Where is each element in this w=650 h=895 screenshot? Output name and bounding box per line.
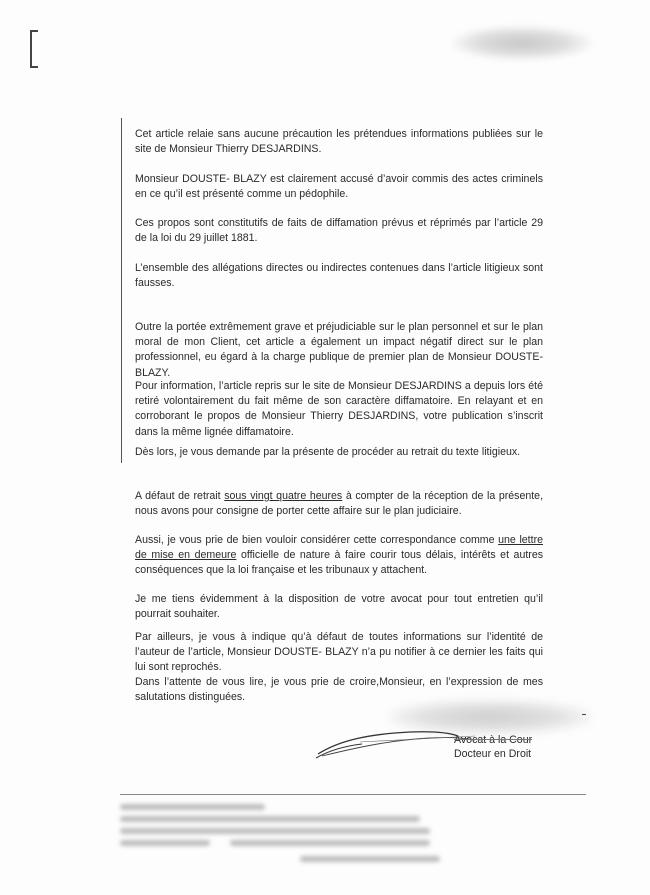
retrait-deadline-underlined: sous vingt quatre heures [224, 490, 343, 502]
blurred-footer-line [120, 840, 210, 846]
demeure-text-after: officielle de nature à faire courir tous délais, intérêts et autres conséquences que la loi française et les tribunaux y attachent. [135, 549, 544, 577]
paragraph-allegations: L’ensemble des allégations directes ou indirectes contenues dans l’article litigieux sont fausses. [135, 262, 543, 290]
paragraph-mise-en-demeure [135, 533, 543, 579]
blurred-footer-line [120, 804, 265, 810]
paragraph-diffamation: Ces propos sont constitutifs de faits de diffamation prévus et réprimés par l’article 29 de la loi du 29 juillet 1881. [135, 217, 543, 245]
paragraph-salutations: Dans l’attente de vous lire, je vous prie de croire,Monsieur, en l’expression de mes salutations distinguées. [135, 676, 543, 704]
signatory-title-docteur: Docteur en Droit [454, 748, 532, 760]
blurred-footer-line [120, 828, 430, 834]
blurred-letterhead-logo [452, 26, 592, 60]
paragraph-accusation: Monsieur DOUSTE- BLAZY est clairement accusé d’avoir commis des actes criminels en ce qu’il est présenté comme un pédophile. [135, 173, 543, 201]
blurred-footer-line [300, 856, 440, 862]
footer-divider [120, 794, 586, 795]
retrait-text-before: A défaut de retrait [135, 490, 225, 502]
margin-vertical-rule [121, 118, 122, 463]
paragraph-defaut-retrait [135, 489, 543, 519]
margin-bracket-mark [30, 30, 38, 68]
blurred-footer-line [230, 840, 430, 846]
blurred-footer-line [120, 816, 420, 822]
paragraph-information: Pour information, l’article repris sur le site de Monsieur DESJARDINS a depuis lors été retiré volontairement du fait même de son caractère diffamatoire. En relayant et en corroborant le propos de Monsieur Thierry DESJARDINS, votre publication s’inscrit dans la même lignée diffamatoire. [135, 380, 543, 438]
demeure-text-before: Aussi, je vous prie de bien vouloir considérer cette correspondance comme [135, 534, 499, 546]
signatory-title-avocat: Avocat à la Cour [454, 734, 533, 746]
paragraph-disposition-avocat: Je me tiens évidemment à la disposition de votre avocat pour tout entretien qu’il pourrait souhaiter. [135, 593, 543, 621]
retrait-text-after: à compter de la réception de la présente, nous avons pour consigne de porter cette affaire sur le plan judiciaire. [135, 490, 544, 518]
demeure-underlined: une lettre de mise en demeure [135, 534, 543, 562]
paragraph-article-relaie: Cet article relaie sans aucune précaution les prétendues informations publiées sur le site de Monsieur Thierry DESJARDINS. [135, 128, 543, 156]
paragraph-portee: Outre la portée extrêmement grave et préjudiciable sur le plan personnel et sur le plan moral de mon Client, cet article a également un impact négatif direct sur le plan professionnel, eu égard à la charge publique de premier plan de Monsieur DOUSTE-BLAZY. [135, 321, 543, 379]
small-tick-mark [582, 714, 586, 715]
paragraph-demande-retrait: Dès lors, je vous demande par la présente de procéder au retrait du texte litigieux. [135, 446, 521, 458]
paragraph-identite-auteur: Par ailleurs, je vous à indique qu’à défaut de toutes informations sur l’identité de l’auteur de l’article, Monsieur DOUSTE- BLAZY n’a pu notifier à ce dernier les faits qui lui sont reprochés. [135, 631, 543, 674]
